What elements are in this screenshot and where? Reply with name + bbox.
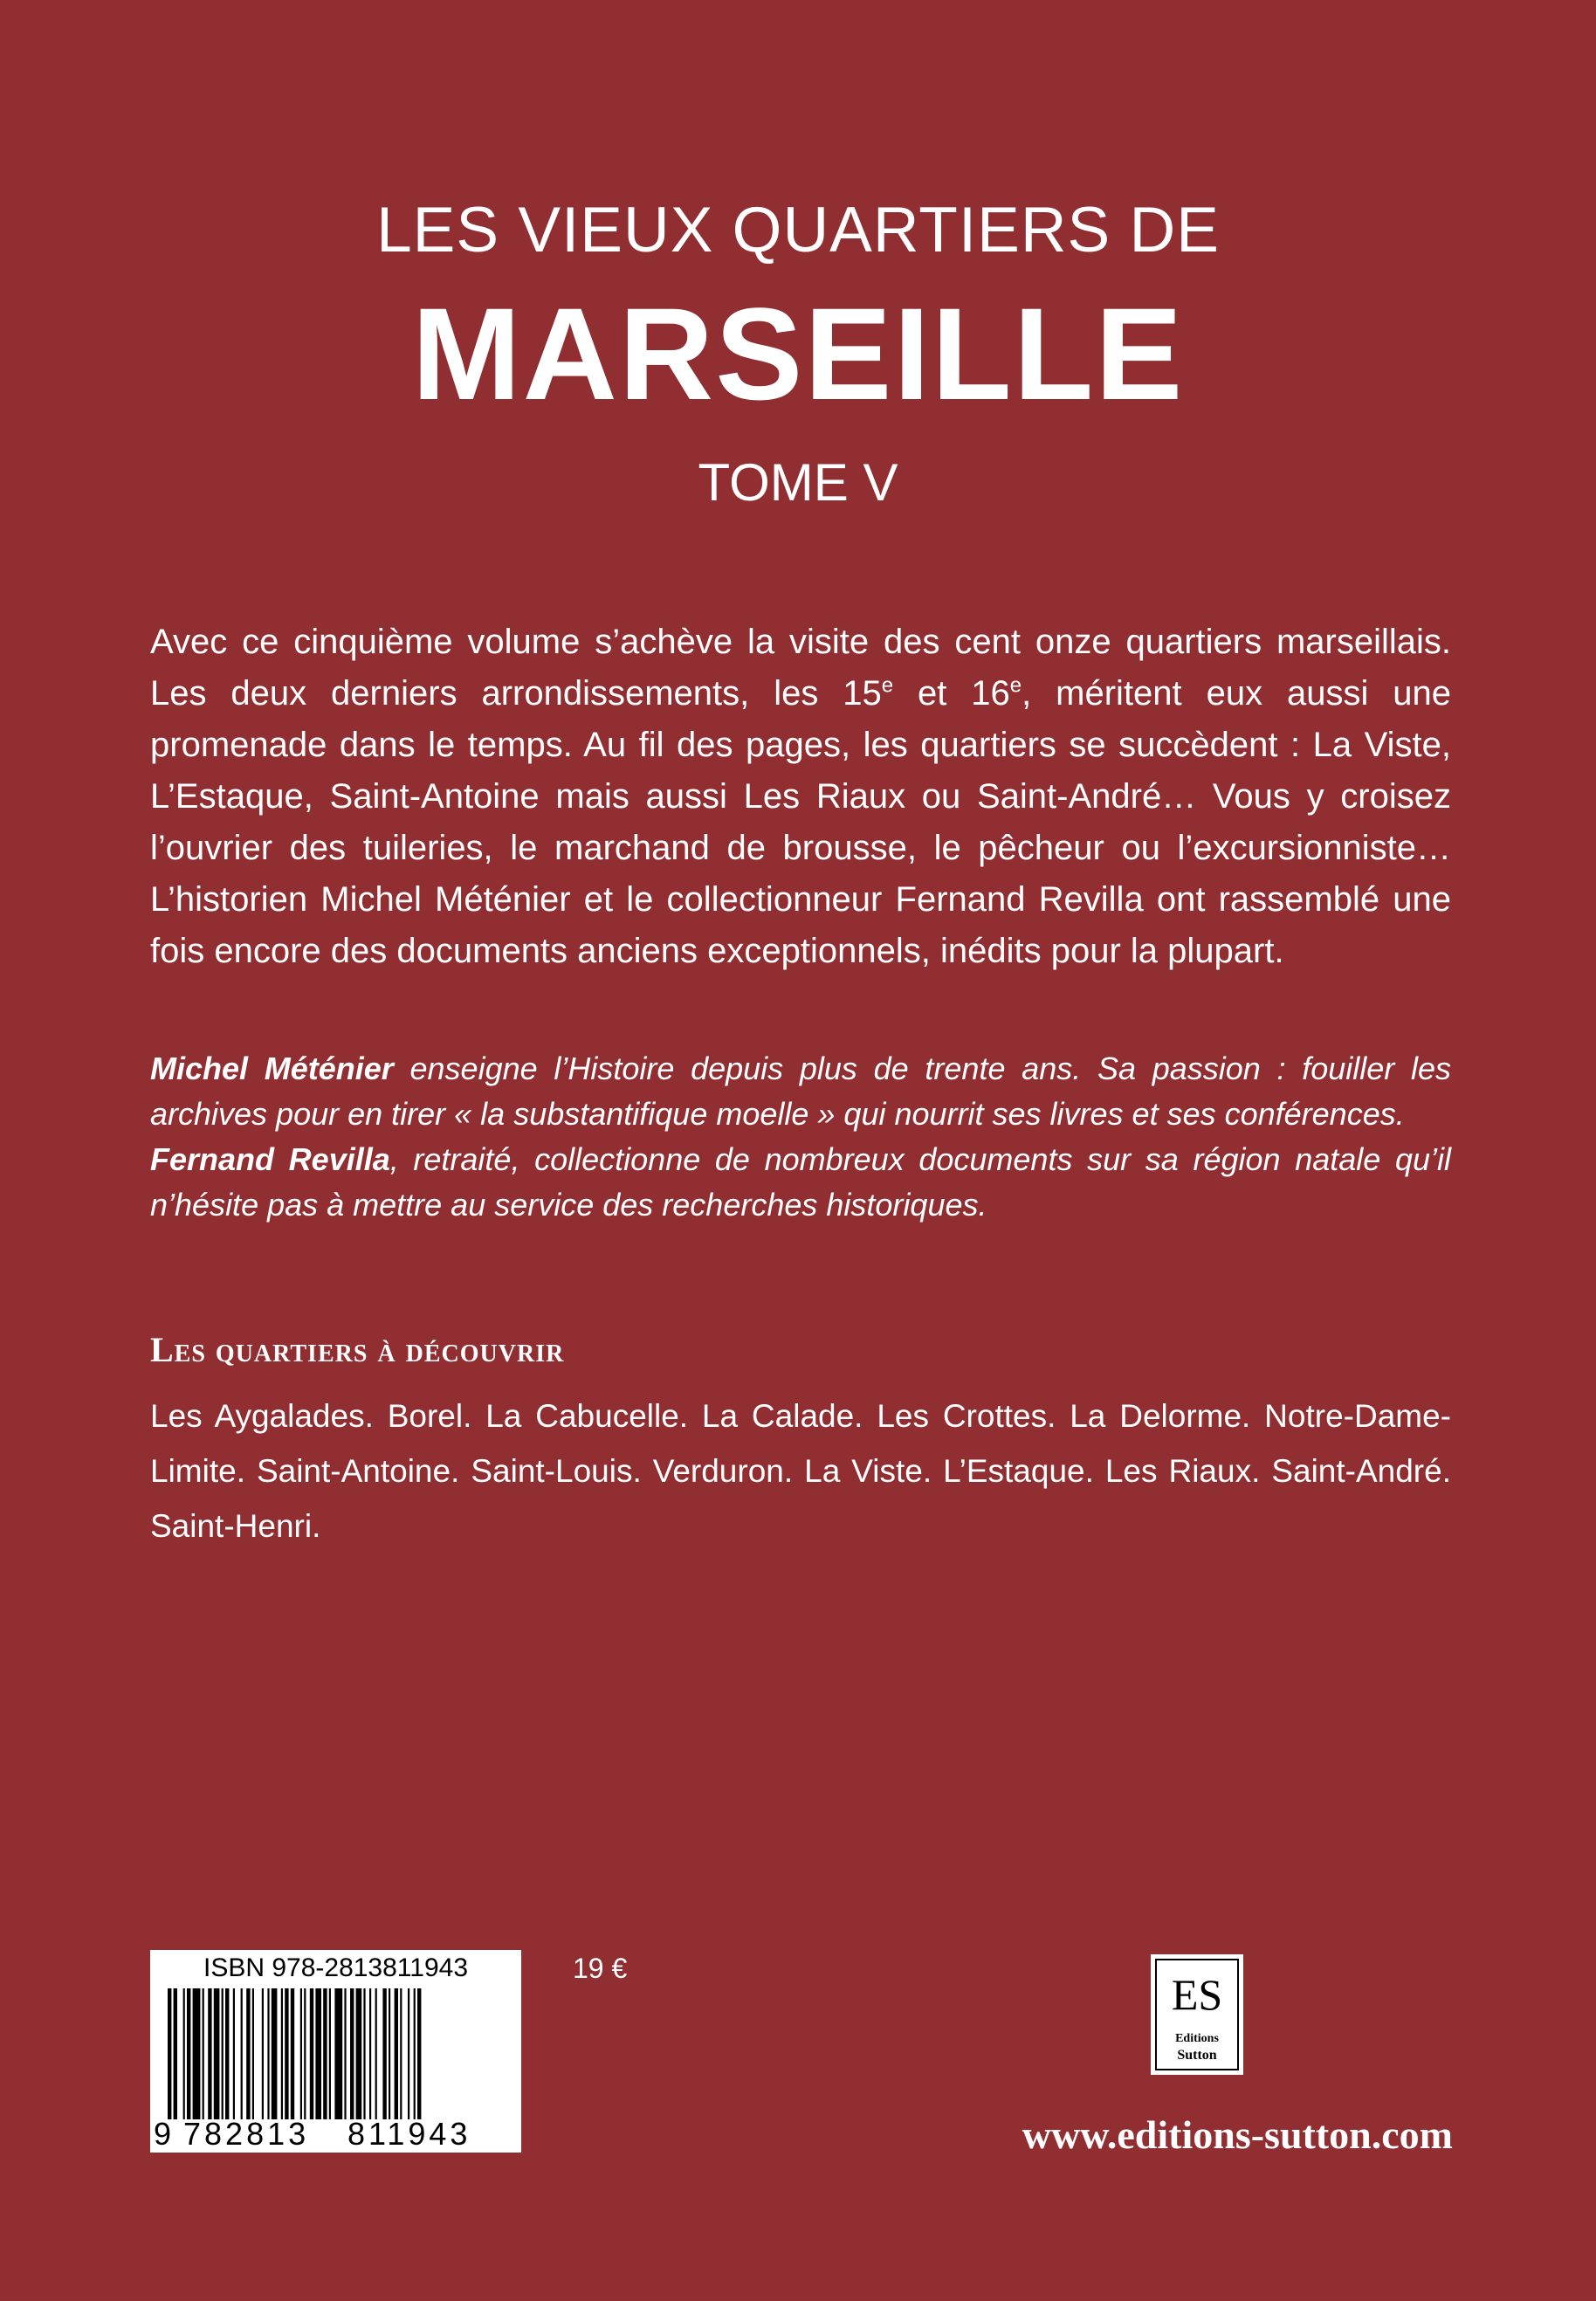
title-top: LES VIEUX QUARTIERS DE (376, 195, 1220, 265)
intro-text-2: et 16 (893, 674, 1010, 713)
barcode-bar (241, 1988, 243, 2119)
author1-name: Michel Méténier (150, 1051, 394, 1086)
title-main: MARSEILLE (411, 280, 1185, 427)
author2-name: Fernand Revilla (150, 1141, 390, 1177)
logo-letters: ES (1171, 1970, 1223, 2019)
barcode-bar (334, 1988, 342, 2119)
barcode-bar (214, 1988, 220, 2119)
title-tome: TOME V (698, 453, 898, 512)
barcode-digits-group1: 782813 (183, 2116, 310, 2152)
barcode-bar (350, 1988, 354, 2119)
barcode-bar (187, 1988, 190, 2119)
barcode-bar (252, 1988, 254, 2119)
barcode (150, 1950, 521, 2153)
barcode-bar (208, 1988, 211, 2119)
barcode-bar (408, 1988, 409, 2119)
price: 19 € (573, 1953, 628, 1984)
barcode-bar (329, 1988, 331, 2119)
author2-text: , retraité, collectionne de nombreux documents sur sa région natale qu’il n’hésite pas à mettre au service des recherches historiques. (150, 1141, 1451, 1223)
barcode-digit-first: 9 (154, 2116, 172, 2152)
barcode-bars (168, 1988, 504, 2119)
isbn-label: ISBN 978-2813811943 (203, 1953, 469, 1982)
barcode-bar (291, 1988, 294, 2119)
barcode-bar (389, 1988, 390, 2119)
barcode-bar (193, 1988, 201, 2119)
quartiers-heading: Les quartiers à découvrir (150, 1330, 565, 1369)
logo-line2: Sutton (1177, 2048, 1217, 2063)
barcode-bar (262, 1988, 264, 2119)
barcode-bar (417, 1988, 421, 2119)
barcode-bar (285, 1988, 288, 2119)
logo-frame (1155, 1959, 1239, 2070)
barcode-bar (174, 1988, 177, 2119)
intro-sup-1: e (881, 673, 894, 698)
barcode-bar (323, 1988, 327, 2119)
barcode-digits-group2: 811943 (347, 2116, 471, 2152)
intro-paragraph (150, 617, 1451, 977)
barcode-bar (203, 1988, 204, 2119)
barcode-bar (168, 1988, 171, 2119)
logo-line1: Editions (1175, 2032, 1219, 2045)
barcode-bar (233, 1988, 235, 2119)
barcode-bar (272, 1988, 278, 2119)
intro-text-3: , méritent eux aussi une promenade dans le temps. Au fil des pages, les quartiers se succèdent : La Viste, L’Estaque, Saint-Antoine mais aussi Les Riaux ou Saint-André… Vous y croisez l’ouvrier des tuileries, le marchand de brousse, le pêcheur ou l’excursionniste… L’historien Michel Méténier et le collectionneur Fernand Revilla ont rassemblé une fois encore des documents anciens exceptionnels, inédits pour la plupart. (150, 674, 1452, 970)
barcode-bar (375, 1988, 377, 2119)
barcode-bar (400, 1988, 402, 2119)
barcode-bar (183, 1988, 185, 2119)
barcode-bar (267, 1988, 269, 2119)
barcode-bar (356, 1988, 362, 2119)
barcode-bar (304, 1988, 306, 2119)
barcode-bar (344, 1988, 346, 2119)
barcode-bar (369, 1988, 371, 2119)
editions-sutton-logo (1151, 1954, 1243, 2075)
quartiers-list: Les Aygalades. Borel. La Cabucelle. La Calade. Les Crottes. La Delorme. Notre-Dame-Limite. Saint-Antoine. Saint-Louis. Verduron. La Viste. L’Estaque. Les Riaux. Saint-André. Saint-Henri. (150, 1398, 1451, 1544)
intro-sup-2: e (1009, 673, 1022, 698)
barcode-bar (363, 1988, 365, 2119)
barcode-bar (395, 1988, 398, 2119)
barcode-bar (222, 1988, 224, 2119)
intro-text-1: Avec ce cinquième volume s’achève la visite des cent onze quartiers marseillais. Les deux derniers arrondissements, les 15 (150, 623, 1451, 713)
barcode-bar (310, 1988, 313, 2119)
barcode-bar (382, 1988, 386, 2119)
authors-bio (150, 1046, 1451, 1228)
author1-text: enseigne l’Histoire depuis plus de trente ans. Sa passion : fouiller les archives pour en tirer « la substantifique moelle » qui nourrit ses livres et ses conférences. (150, 1051, 1451, 1132)
barcode-bar (225, 1988, 229, 2119)
website-url: www.editions-sutton.com (1022, 2112, 1453, 2157)
barcode-bar (281, 1988, 283, 2119)
barcode-bar (300, 1988, 302, 2119)
barcode-bar (414, 1988, 416, 2119)
barcode-bar (315, 1988, 321, 2119)
barcode-bar (246, 1988, 250, 2119)
